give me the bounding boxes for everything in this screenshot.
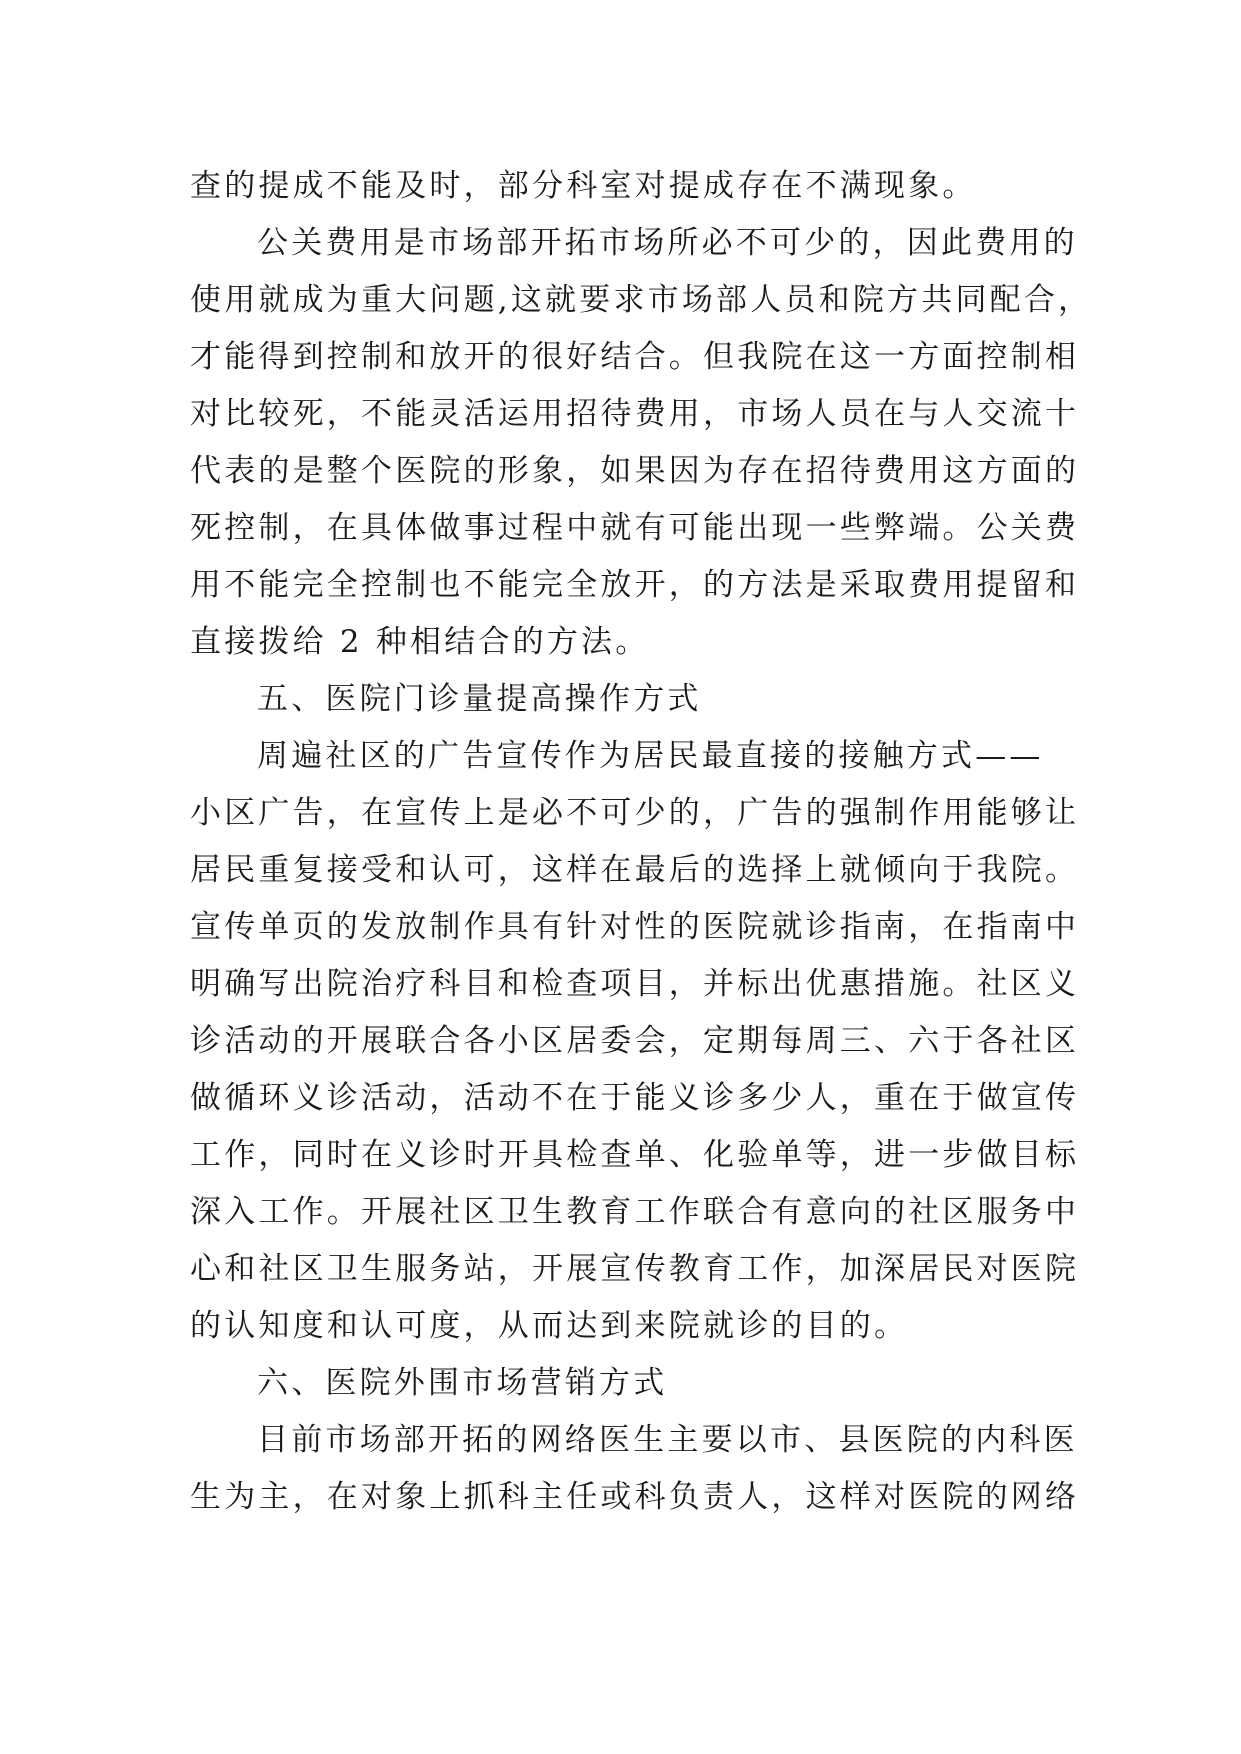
text-line: 查的提成不能及时，部分科室对提成存在不满现象。 bbox=[190, 168, 977, 204]
text-line: 直接拨给 2 种相结合的方法。 bbox=[190, 624, 650, 660]
text-line: 诊活动的开展联合各小区居委会，定期每周三、六于各社区 bbox=[190, 1023, 1080, 1059]
text-line: 明确写出院治疗科目和检查项目，并标出优惠措施。社区义 bbox=[190, 966, 1080, 1002]
text-line: 生为主，在对象上抓科主任或科负责人，这样对医院的网络 bbox=[190, 1479, 1080, 1515]
text-line: 代表的是整个医院的形象，如果因为存在招待费用这方面的 bbox=[190, 453, 1080, 489]
text-line: 深入工作。开展社区卫生教育工作联合有意向的社区服务中 bbox=[190, 1194, 1080, 1230]
section-heading-5: 五、医院门诊量提高操作方式 bbox=[257, 681, 702, 717]
paragraph-start: 目前市场部开拓的网络医生主要以市、县医院的内科医 bbox=[257, 1422, 1078, 1458]
text-line: 才能得到控制和放开的很好结合。但我院在这一方面控制相 bbox=[190, 339, 1080, 375]
text-line: 宣传单页的发放制作具有针对性的医院就诊指南，在指南中 bbox=[190, 909, 1080, 945]
text-line: 对比较死，不能灵活运用招待费用，市场人员在与人交流十 bbox=[190, 396, 1080, 432]
text-line: 的认知度和认可度，从而达到来院就诊的目的。 bbox=[190, 1308, 909, 1344]
text-line: 做循环义诊活动，活动不在于能义诊多少人，重在于做宣传 bbox=[190, 1080, 1080, 1116]
text-line: 死控制，在具体做事过程中就有可能出现一些弊端。公关费 bbox=[190, 510, 1080, 546]
text-line: 居民重复接受和认可，这样在最后的选择上就倾向于我院。 bbox=[190, 852, 1080, 888]
text-line: 使用就成为重大问题,这就要求市场部人员和院方共同配合， bbox=[190, 282, 1093, 318]
text-line: 工作，同时在义诊时开具检查单、化验单等，进一步做目标 bbox=[190, 1137, 1080, 1173]
section-heading-6: 六、医院外围市场营销方式 bbox=[257, 1365, 668, 1401]
paragraph-start: 周遍社区的广告宣传作为居民最直接的接触方式—— bbox=[257, 738, 1044, 774]
paragraph-start: 公关费用是市场部开拓市场所必不可少的，因此费用的 bbox=[257, 225, 1078, 261]
text-line: 心和社区卫生服务站，开展宣传教育工作，加深居民对医院 bbox=[190, 1251, 1080, 1287]
text-line: 小区广告，在宣传上是必不可少的，广告的强制作用能够让 bbox=[190, 795, 1080, 831]
text-line: 用不能完全控制也不能完全放开，的方法是采取费用提留和 bbox=[190, 567, 1080, 603]
